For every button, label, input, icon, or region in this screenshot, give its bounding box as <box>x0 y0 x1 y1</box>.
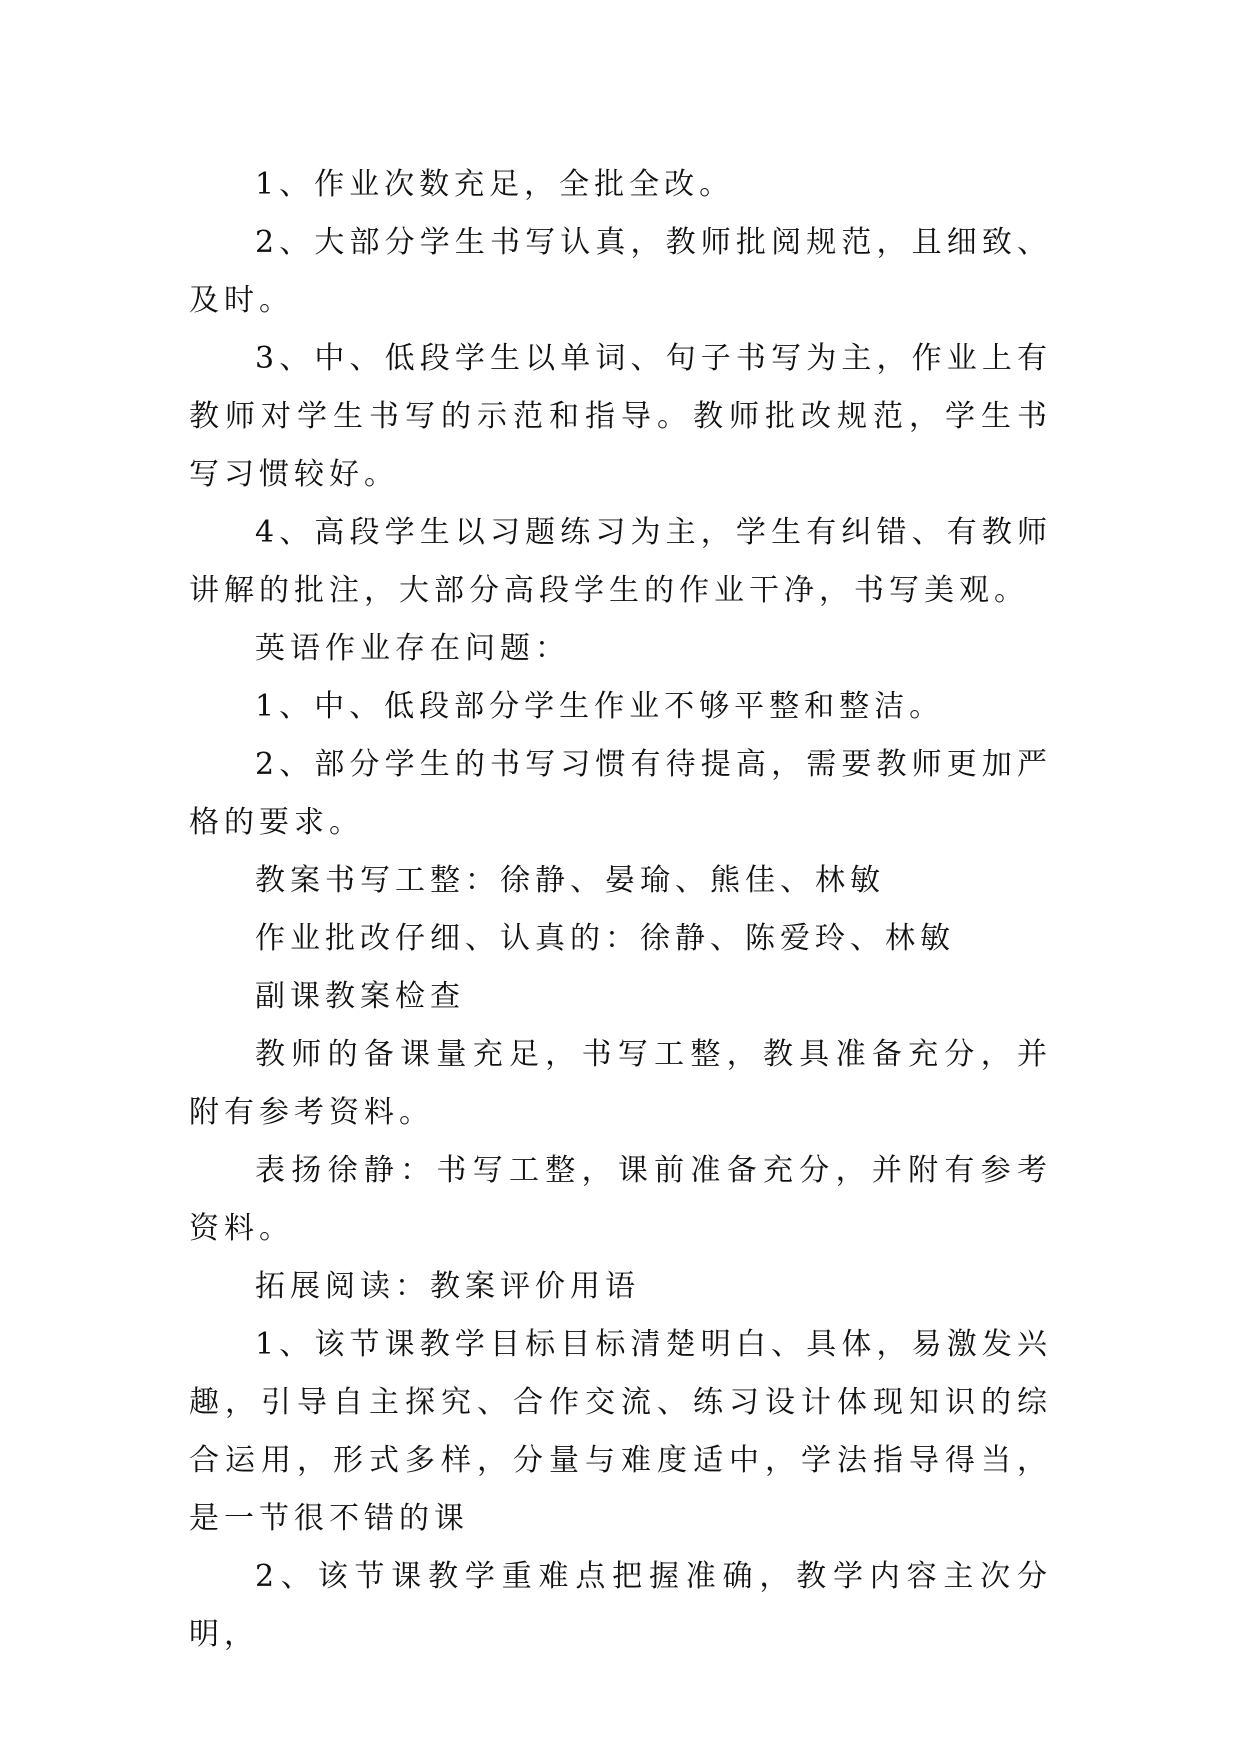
paragraph-english-problems-heading: 英语作业存在问题： <box>255 631 570 666</box>
paragraph-writing-serious: 2、大部分学生书写认真，教师批阅规范，且细致、及时。 <box>189 225 1052 318</box>
paragraph-minor-subject-check: 副课教案检查 <box>255 979 465 1014</box>
paragraph-lesson-plan-neat: 教案书写工整：徐静、晏瑜、熊佳、林敏 <box>255 863 885 898</box>
paragraph-praise: 表扬徐静：书写工整，课前准备充分，并附有参考资料。 <box>189 1153 1052 1246</box>
document-body <box>189 156 1052 1664</box>
paragraph-evaluation-2: 2、该节课教学重难点把握准确，教学内容主次分明， <box>189 1559 1052 1652</box>
paragraph-lower-grades: 3、中、低段学生以单词、句子书写为主，作业上有教师对学生书写的示范和指导。教师批改规范，学生书写习惯较好。 <box>189 341 1052 492</box>
paragraph-upper-grades: 4、高段学生以习题练习为主，学生有纠错、有教师讲解的批注，大部分高段学生的作业干净，书写美观。 <box>189 515 1052 608</box>
paragraph-problem-1: 1、中、低段部分学生作业不够平整和整洁。 <box>255 689 945 724</box>
paragraph-homework-count: 1、作业次数充足，全批全改。 <box>255 167 735 202</box>
paragraph-evaluation-1: 1、该节课教学目标目标清楚明白、具体，易激发兴趣，引导自主探究、合作交流、练习设计体现知识的综合运用，形式多样，分量与难度适中，学法指导得当，是一节很不错的课 <box>189 1327 1052 1536</box>
paragraph-careful-grading: 作业批改仔细、认真的：徐静、陈爱玲、林敏 <box>255 921 955 956</box>
paragraph-extended-reading: 拓展阅读：教案评价用语 <box>255 1269 640 1304</box>
paragraph-preparation: 教师的备课量充足，书写工整，教具准备充分，并附有参考资料。 <box>189 1037 1052 1130</box>
paragraph-problem-2: 2、部分学生的书写习惯有待提高，需要教师更加严格的要求。 <box>189 747 1052 840</box>
